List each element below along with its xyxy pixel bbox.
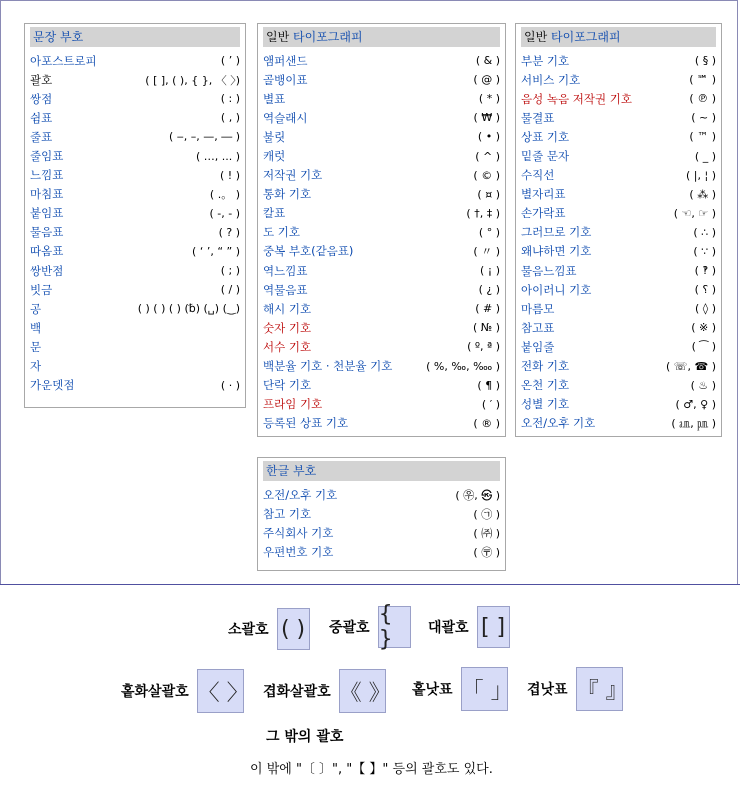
navbox-row [263,261,500,280]
navbox-link[interactable]: 음성 녹음 저작권 기호 [521,91,632,106]
symbol-text: ( ☏, ☎ ) [665,359,716,373]
navbox-link[interactable]: 중복 부호(같음표) [263,244,354,259]
symbol-text: ( § ) [694,54,716,68]
navbox-row [263,337,500,356]
hangul-marks-title[interactable]: 한글 부호 [266,464,317,478]
general-title-plain: 일반 [266,30,290,44]
navbox-link[interactable]: 아포스트로피 [30,53,97,68]
navbox-link[interactable]: 따옴표 [30,244,64,259]
navbox-row [30,223,240,242]
navbox-link[interactable]: 왜냐하면 기호 [521,244,592,259]
other-brackets-title: 그 밖의 괄호 [266,729,344,745]
symbol-text: ( ㉠ ) [473,507,500,521]
navbox-link[interactable]: 문 [30,339,42,354]
navbox-link[interactable]: 프라임 기호 [263,397,323,412]
navbox-link[interactable]: 온천 기호 [521,378,570,393]
navbox-link[interactable]: 별자리표 [521,187,566,202]
small-bracket [228,608,310,650]
navbox-link[interactable]: 그러므로 기호 [521,225,592,240]
navbox-row [263,127,500,146]
symbol-text: ( ¶ ) [477,378,500,392]
navbox-link[interactable]: 줄임표 [30,149,64,164]
symbol-text: ( %, ‰, ‱ ) [426,359,500,373]
navbox-row [263,523,500,542]
navbox-link[interactable]: 숫자 기호 [263,320,312,335]
navbox-link[interactable]: 손가락표 [521,206,566,221]
navbox-link[interactable]: 밑줄 문자 [521,149,570,164]
symbol-text: ( ⁀ ) [691,340,716,354]
general-typography-list-1 [263,51,500,433]
symbol-text: ( / ) [220,283,240,297]
navbox-row [521,108,716,127]
navbox-row [30,318,240,337]
navbox-link[interactable]: 마침표 [30,187,64,202]
navbox-row [30,376,240,395]
navbox-row [521,280,716,299]
navbox-row [521,223,716,242]
navbox-row [263,357,500,376]
symbol-text: ( _ ) [694,149,716,163]
navbox-link[interactable]: 골뱅이표 [263,72,308,87]
navbox-row [263,542,500,561]
symbol-text: ( ♨ ) [690,378,716,392]
navbox-row [30,337,240,356]
navbox-link[interactable]: 서수 기호 [263,339,312,354]
navbox-row [521,127,716,146]
navbox-row [521,414,716,433]
navbox-link[interactable]: 통화 기호 [263,187,312,202]
navbox-row [521,242,716,261]
large-bracket-label: 대괄호 [428,620,469,636]
navbox-link[interactable]: 마름모 [521,301,555,316]
symbol-text: ( · ) [220,378,240,392]
navbox-link[interactable]: 쌍점 [30,91,53,106]
typography-title-link[interactable]: 타이포그래피 [293,30,363,44]
navbox-row [521,146,716,165]
symbol-text: ( ㉾, ㉿ ) [455,488,500,502]
hangul-marks-navbox [257,457,506,571]
symbol-text: ( @ ) [473,73,500,87]
double-angle-bracket-label: 겹화살괄호 [263,684,331,700]
symbol-text: ( ◊ ) [694,302,716,316]
navbox-row [30,70,240,89]
navbox-row [263,504,500,523]
navbox-link[interactable]: 붙임표 [30,206,64,221]
general-title-plain: 일반 [524,30,548,44]
navbox-link[interactable]: 괄호 [30,72,53,87]
large-bracket-glyph: [ ] [477,606,510,648]
symbol-text: ( ™ ) [689,130,716,144]
symbol-text: ( ☜, ☞ ) [673,206,716,220]
symbol-text: ( 〃 ) [473,245,500,259]
navbox-row [263,485,500,504]
double-corner-bracket-label: 겹낫표 [527,682,568,698]
navbox-row [30,299,240,318]
navbox-row [521,204,716,223]
symbol-text: ( ※ ) [691,321,716,335]
symbol-text: ( & ) [475,54,500,68]
symbol-text: ( ! ) [220,168,240,182]
navbox-row [263,185,500,204]
navbox-link[interactable]: 수직선 [521,168,555,183]
navbox-link[interactable]: 등록된 상표 기호 [263,416,349,431]
navbox-row [521,166,716,185]
navbox-link[interactable]: 성별 기호 [521,397,570,412]
navbox-link[interactable]: 도 기호 [263,225,300,240]
general-typography-header-2 [521,27,716,47]
navbox-row [30,108,240,127]
double-corner-bracket-glyph: 『 』 [576,667,623,711]
navbox-row [263,166,500,185]
navbox-link[interactable]: 앰퍼샌드 [263,53,308,68]
navbox-row [30,146,240,165]
symbol-text: ( ‐, - ) [209,206,240,220]
navbox-row [521,395,716,414]
general-typography-header-1 [263,27,500,47]
symbol-text: ( , ) [220,111,240,125]
small-bracket-label: 소괄호 [228,622,269,638]
symbol-text: ( |, ¦ ) [686,168,716,182]
navbox-row [521,337,716,356]
symbol-text: ( ⸮ ) [694,283,716,297]
navbox-link[interactable]: 물음표 [30,225,64,240]
single-angle-bracket [121,669,249,713]
sentence-marks-list [30,51,240,395]
navbox-link[interactable]: 백분율 기호 · 천분율 기호 [263,359,393,374]
navbox-row [263,414,500,433]
navbox-link[interactable]: 자 [30,359,42,374]
single-corner-bracket [412,667,513,711]
navbox-row [521,185,716,204]
navbox-row [263,108,500,127]
symbol-text: ( .。 ) [209,188,240,202]
navbox-link[interactable]: 가운뎃점 [30,378,75,393]
sentence-marks-title[interactable]: 문장 부호 [33,30,84,44]
navbox-row [263,146,500,165]
navbox-link[interactable]: 빗금 [30,282,53,297]
symbol-text: ( ⁂ ) [689,187,716,201]
navbox-row [521,357,716,376]
navbox-link[interactable]: 역느낌표 [263,263,308,278]
navbox-row [30,185,240,204]
navbox-row [30,51,240,70]
navbox-row [263,318,500,337]
symbol-text: ( ~ ) [691,111,716,125]
symbol-text: ( †, ‡ ) [466,206,500,220]
symbol-text: ( ¡ ) [480,264,500,278]
navbox-row [263,395,500,414]
navbox-link[interactable]: 공 [30,301,42,316]
navbox-link[interactable]: 물음느낌표 [521,263,577,278]
navbox-row [30,242,240,261]
navbox-row [521,376,716,395]
navbox-row [30,280,240,299]
middle-bracket [329,602,411,652]
typography-title-link[interactable]: 타이포그래피 [551,30,621,44]
symbol-text: ( ℗ ) [689,92,716,106]
single-angle-bracket-glyph: 〈 〉 [197,669,244,713]
navbox-link[interactable]: 쌍반점 [30,263,64,278]
symbol-text: ( ¿ ) [478,283,500,297]
navbox-link[interactable]: 오전/오후 기호 [263,487,338,502]
symbol-text: ( * ) [478,92,500,106]
navbox-row [30,127,240,146]
navbox-link[interactable]: 서비스 기호 [521,72,581,87]
middle-bracket-label: 중괄호 [329,620,370,636]
navbox-row [30,204,240,223]
symbol-text: ( ㏂, ㏘ ) [671,417,716,431]
sentence-marks-navbox [24,23,246,408]
navbox-link[interactable]: 캐럿 [263,149,286,164]
navbox-link[interactable]: 참고 기호 [263,506,312,521]
symbol-text: ( • ) [477,130,500,144]
single-angle-bracket-label: 홑화살괄호 [121,684,189,700]
navbox-row [263,242,500,261]
large-bracket [428,606,510,648]
navbox-link[interactable]: 부분 기호 [521,53,570,68]
navbox-link[interactable]: 줄표 [30,129,53,144]
symbol-text: ( ℠ ) [689,73,716,87]
symbol-text: ( ′ ) [481,397,500,411]
symbol-text: ( ? ) [218,225,240,239]
double-corner-bracket [527,667,628,711]
general-typography-list-2 [521,51,716,433]
symbol-text: ( ° ) [478,225,500,239]
symbol-text: ( ₩ ) [473,111,500,125]
navbox-link[interactable]: 역물음표 [263,282,308,297]
navbox-row [263,376,500,395]
symbol-text: ( ‽ ) [694,264,716,278]
navbox-link[interactable]: 해시 기호 [263,301,312,316]
navbox-row [263,51,500,70]
navbox-row [521,70,716,89]
symbol-text: ( № ) [472,321,500,335]
symbol-text: ( ‘ ’, “ ” ) [192,244,240,258]
general-typography-navbox-2 [515,23,722,437]
navbox-row [263,204,500,223]
symbol-text: ( ∴ ) [693,225,716,239]
navbox-row [30,261,240,280]
navbox-link[interactable]: 쉼표 [30,110,53,125]
symbol-text: ( ’ ) [220,54,240,68]
navbox-link[interactable]: 별표 [263,91,286,106]
navbox-link[interactable]: 느낌표 [30,168,64,183]
general-typography-navbox-1 [257,23,506,437]
navbox-row [263,223,500,242]
navbox-row [521,299,716,318]
single-corner-bracket-label: 홑낫표 [412,682,453,698]
navbox-link[interactable]: 역슬래시 [263,110,308,125]
navbox-row [263,70,500,89]
symbol-text: ( : ) [220,92,240,106]
navbox-link[interactable]: 오전/오후 기호 [521,416,596,431]
navbox-row [263,299,500,318]
symbol-text: ( 〶 ) [473,545,500,559]
symbol-text: ( ‒, –, —, ― ) [168,130,240,144]
navbox-link[interactable]: 참고표 [521,320,555,335]
symbol-text: ( ∵ ) [693,244,716,258]
middle-bracket-glyph: { } [378,606,411,648]
symbol-text: ( ¤ ) [477,187,500,201]
hangul-marks-list [263,485,500,561]
symbol-text: ( ♂, ♀ ) [675,397,716,411]
small-bracket-glyph: ( ) [277,608,310,650]
navbox-row [521,89,716,108]
symbol-text: ( …, ... ) [195,149,240,163]
symbol-text: ( ^ ) [475,149,500,163]
symbol-text: ( ; ) [220,264,240,278]
symbol-text: ( ) ( ) ( ) (␢) (␣) (‿) [137,302,240,316]
symbol-text: ( © ) [473,168,500,182]
navbox-link[interactable]: 전화 기호 [521,359,570,374]
symbol-text: ( ® ) [473,416,500,430]
single-corner-bracket-glyph: 「 」 [461,667,508,711]
navbox-link[interactable]: 붙임줄 [521,339,555,354]
navbox-row [263,89,500,108]
symbol-text: ( [ ], ( ), { }, 〈 〉) [145,73,240,87]
navbox-row [30,166,240,185]
navbox-link[interactable]: 물결표 [521,110,555,125]
navbox-row [521,261,716,280]
navbox-link[interactable]: 주식회사 기호 [263,525,334,540]
navbox-link[interactable]: 불릿 [263,129,286,144]
double-angle-bracket [263,669,391,713]
symbol-text: ( # ) [475,302,500,316]
navbox-link[interactable]: 칼표 [263,206,286,221]
navbox-row [30,89,240,108]
other-brackets-text: 이 밖에 "〔 〕", "【 】" 등의 괄호도 있다. [250,762,493,777]
symbol-text: ( ㈜ ) [473,526,500,540]
navbox-row [30,357,240,376]
navbox-link[interactable]: 우편번호 기호 [263,544,334,559]
symbol-text: ( º, ª ) [467,340,500,354]
navbox-link[interactable]: 단락 기호 [263,378,312,393]
navbox-link[interactable]: 저작권 기호 [263,168,323,183]
navbox-link[interactable]: 백 [30,320,42,335]
double-angle-bracket-glyph: 《 》 [339,669,386,713]
hangul-marks-header [263,461,500,481]
navbox-row [521,51,716,70]
sentence-marks-header [30,27,240,47]
navbox-link[interactable]: 상표 기호 [521,129,570,144]
navbox-link[interactable]: 아이러니 기호 [521,282,592,297]
navbox-row [263,280,500,299]
navbox-row [521,318,716,337]
